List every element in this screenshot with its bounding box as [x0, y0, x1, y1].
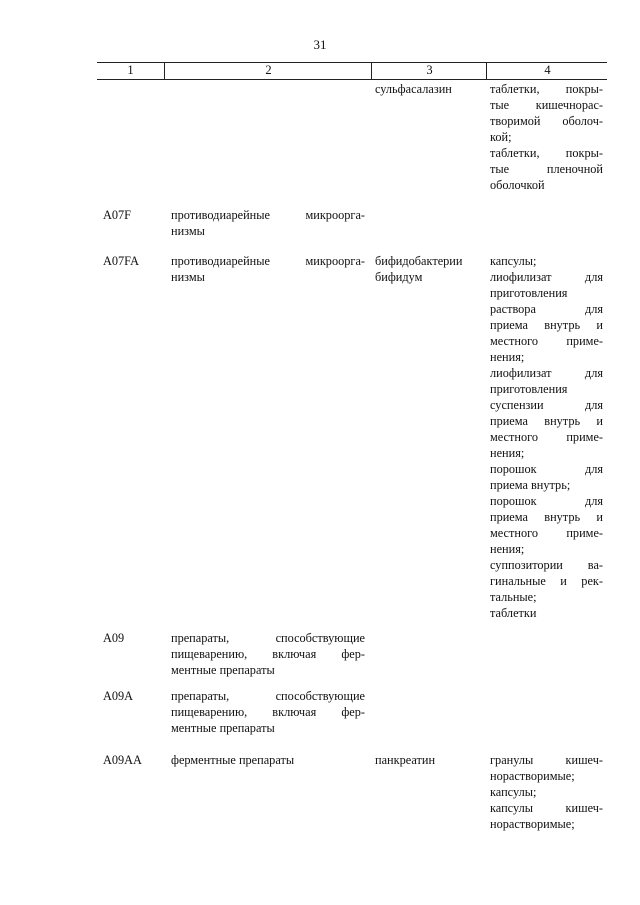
- group-name-cell: [171, 752, 365, 768]
- form-line: гранулы кишеч-: [490, 753, 603, 767]
- page-number: 31: [313, 37, 327, 52]
- group-name-cell: [171, 253, 365, 285]
- form-line: таблетки: [490, 606, 537, 620]
- atc-code-cell: [103, 688, 163, 704]
- name-line: препараты, способствующие: [171, 631, 365, 645]
- header-cell-2: 2: [164, 63, 372, 79]
- form-line: капсулы;: [490, 785, 537, 799]
- substance-cell: [375, 81, 483, 97]
- substance-line: сульфасалазин: [375, 82, 452, 96]
- substance-cell: [375, 253, 483, 285]
- atc-code-cell: [103, 752, 163, 768]
- header-cell-1: 1: [127, 63, 134, 77]
- form-line: местного приме-: [490, 334, 603, 348]
- form-line: приема внутрь;: [490, 478, 571, 492]
- form-line: суспензии для: [490, 398, 603, 412]
- substance-cell: [375, 752, 483, 768]
- form-line: местного приме-: [490, 526, 603, 540]
- name-line: противодиарейные микроорга-: [171, 208, 365, 222]
- form-line: раствора для: [490, 302, 603, 316]
- form-line: суппозитории ва-: [490, 558, 603, 572]
- header-cell-3: 3: [371, 63, 487, 79]
- form-line: норастворимые;: [490, 817, 575, 831]
- dosage-forms-cell: [490, 253, 603, 621]
- form-line: тые пленочной: [490, 162, 603, 176]
- name-line: пищеварению, включая фер-: [171, 647, 365, 661]
- form-line: приема внутрь и: [490, 510, 603, 524]
- name-line: низмы: [171, 224, 205, 238]
- form-line: приема внутрь и: [490, 318, 603, 332]
- form-line: таблетки, покры-: [490, 146, 603, 160]
- group-name-cell: [171, 207, 365, 239]
- form-line: таблетки, покры-: [490, 82, 603, 96]
- form-line: капсулы;: [490, 254, 537, 268]
- form-line: кой;: [490, 130, 512, 144]
- form-line: лиофилизат для: [490, 366, 603, 380]
- substance-line: бифидум: [375, 270, 423, 284]
- name-line: ферментные препараты: [171, 753, 295, 767]
- form-line: лиофилизат для: [490, 270, 603, 284]
- name-line: низмы: [171, 270, 205, 284]
- header-cell-4: 4: [486, 63, 608, 79]
- form-line: творимой оболоч-: [490, 114, 603, 128]
- form-line: приготовления: [490, 286, 568, 300]
- form-line: порошок для: [490, 494, 603, 508]
- name-line: ментные препараты: [171, 721, 275, 735]
- substance-line: панкреатин: [375, 753, 436, 767]
- name-line: ментные препараты: [171, 663, 275, 677]
- atc-code: A09AA: [103, 753, 142, 767]
- form-line: нения;: [490, 446, 525, 460]
- atc-code: A09A: [103, 689, 134, 703]
- form-line: приема внутрь и: [490, 414, 603, 428]
- name-line: пищеварению, включая фер-: [171, 705, 365, 719]
- form-line: оболочкой: [490, 178, 545, 192]
- form-line: гинальные и рек-: [490, 574, 603, 588]
- dosage-forms-cell: [490, 81, 603, 193]
- form-line: норастворимые;: [490, 769, 575, 783]
- group-name-cell: [171, 630, 365, 678]
- atc-code-cell: [103, 207, 163, 223]
- atc-code: A09: [103, 631, 125, 645]
- atc-code: A07FA: [103, 254, 139, 268]
- form-line: тые кишечнорас-: [490, 98, 603, 112]
- atc-code: A07F: [103, 208, 132, 222]
- atc-code-cell: [103, 630, 163, 646]
- name-line: противодиарейные микроорга-: [171, 254, 365, 268]
- form-line: приготовления: [490, 382, 568, 396]
- atc-code-cell: [103, 253, 163, 269]
- dosage-forms-cell: [490, 752, 603, 832]
- form-line: нения;: [490, 542, 525, 556]
- group-name-cell: [171, 688, 365, 736]
- substance-line: бифидобактерии: [375, 254, 463, 268]
- form-line: порошок для: [490, 462, 603, 476]
- name-line: препараты, способствующие: [171, 689, 365, 703]
- form-line: местного приме-: [490, 430, 603, 444]
- form-line: капсулы кишеч-: [490, 801, 603, 815]
- form-line: тальные;: [490, 590, 537, 604]
- table-header: [97, 62, 607, 80]
- form-line: нения;: [490, 350, 525, 364]
